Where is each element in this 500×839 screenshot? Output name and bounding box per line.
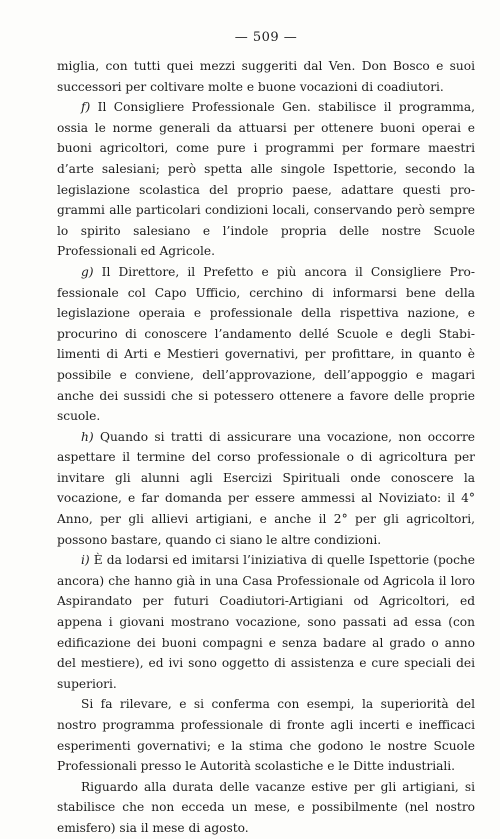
paragraph-text: miglia, con tutti quei mezzi suggeriti dal Ven. Don Bosco e suoi successori per coltivare molte e buone vocazioni di coadiutori. (57, 59, 475, 94)
paragraph-text: Riguardo alla durata delle vacanze estive per gli artigiani, si stabilisce che non ecceda un mese, e possibilmente (nel nostro emisfero) sia il mese di agosto. (57, 779, 475, 835)
paragraph-marker: g) (81, 264, 94, 279)
paragraph-holidays (57, 777, 475, 839)
paragraph-text: Il Direttore, il Prefetto e più ancora il Consigliere Professionale col Capo Ufficio, cerchino di informarsi bene della legislazione operaia e professionale della rispettiva nazione, e procurino di conoscere l’andamento dellé Scuole e degli Stabilimenti di Arti e Mestieri governativi, per profittare, in quanto è possibile e conviene, dell’approvazione, dell’appoggio e magari anche dei sussidi che si potessero ottenere a favore delle proprie scuole. (57, 264, 475, 424)
page-number: — 509 — (234, 30, 298, 45)
paragraph-g (57, 262, 475, 427)
paragraph-text: Il Consigliere Professionale Gen. stabilisce il programma, ossia le norme generali da attuarsi per ottenere buoni operai e buoni agricoltori, come pure i programmi per formare maestri d’arte salesiani; però spetta alle singole Ispettorie, secondo la legislazione scolastica del proprio paese, adattare questi programmi alle particolari condizioni locali, conservando però sempre lo spirito salesiano e l’indole propria delle nostre Scuole Professionali ed Agricole. (57, 100, 475, 259)
document-page (57, 30, 475, 839)
paragraph-text: Quando si tratti di assicurare una vocazione, non occorre aspettare il termine del corso professionale o di agricoltura per invitare gli alunni agli Esercizi Spirituali onde conoscere la vocazione, e far domanda per essere ammessi al Noviziato: il 4° Anno, per gli allievi artigiani, e anche il 2° per gli agricoltori, possono bastare, quando ci siano le altre condizioni. (57, 429, 475, 547)
paragraph-marker: h) (81, 429, 94, 444)
paragraph-text: È da lodarsi ed imitarsi l’iniziativa di quelle Ispettorie (poche ancora) che hanno già in una Casa Professionale od Agricola il loro Aspirandato per futuri Coadiutori-Artigiani od Agricoltori, ed appena i giovani mostrano vocazione, sono passati ad essa (con edificazione dei buoni compagni e senza badare al grado o anno del mestiere), ed ivi sono oggetto di assistenza e cure speciali dei superiori. (57, 553, 475, 691)
paragraph-f (57, 97, 475, 262)
paragraph-marker: f) (81, 100, 91, 115)
paragraph-superiority (57, 694, 475, 776)
paragraph-i (57, 550, 475, 694)
paragraph-h (57, 427, 475, 551)
paragraph-marker: i) (81, 553, 90, 568)
paragraph-continuation (57, 56, 475, 97)
paragraph-text: Si fa rilevare, e si conferma con esempi, la superiorità del nostro programma professionale di fronte agli incerti e inefficaci esperimenti governativi; e la stima che godono le nostre Scuole Professionali presso le Autorità scolastiche e le Ditte industriali. (57, 697, 475, 774)
